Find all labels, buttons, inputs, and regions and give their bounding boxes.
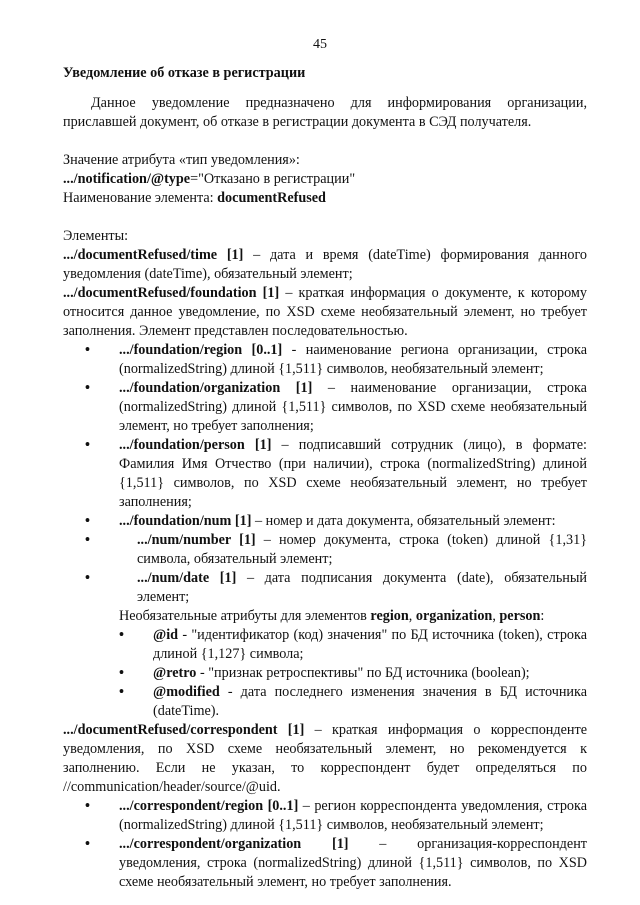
element-name-line: [63, 189, 587, 208]
item-path: .../num/date [1]: [137, 570, 237, 586]
elements-label: Элементы:: [63, 228, 129, 244]
document-body: [63, 64, 587, 892]
optional-attrs-prefix: Необязательные атрибуты для элементов: [119, 608, 371, 624]
item-text: – дата подписания документа (date), обязательный элемент;: [137, 570, 588, 605]
item-path: .../correspondent/region [0..1]: [119, 798, 299, 814]
intro-paragraph: Данное уведомление предназначено для информирования организации, приславшей документ, об отказе в регистрации документа в СЭД получателя.: [63, 95, 587, 130]
item-text: - "признак ретроспективы" по БД источника (boolean);: [196, 665, 530, 681]
item-path: .../correspondent/organization [1]: [119, 836, 349, 852]
optional-attrs-sep: ,: [408, 608, 416, 624]
list-item: [85, 436, 587, 512]
correspondent-path: .../documentRefused/correspondent [1]: [63, 722, 305, 738]
item-path: .../foundation/person [1]: [119, 437, 272, 453]
item-path: .../foundation/num [1]: [119, 513, 252, 529]
bullet: •: [85, 798, 90, 814]
foundation-list: [63, 341, 587, 531]
list-item: [85, 569, 587, 607]
optional-attrs-region: region: [370, 608, 409, 624]
bullet: •: [119, 684, 124, 700]
attribute-list: [63, 626, 587, 721]
attribute-line: [63, 170, 587, 189]
foundation-element: [63, 284, 587, 341]
item-text: - наименование региона организации, строка (normalizedString) длиной {1,511} символов, необязательный элемент;: [119, 342, 587, 377]
item-path: .../foundation/region [0..1]: [119, 342, 283, 358]
item-path: @modified: [153, 684, 220, 700]
item-text: – регион корреспондента уведомления, строка (normalizedString) длиной {1,511} символов, необязательный элемент;: [119, 798, 587, 833]
list-item: [85, 512, 587, 531]
bullet: •: [85, 437, 90, 453]
bullet: •: [85, 532, 90, 548]
page-number: 45: [313, 37, 327, 52]
attribute-label: Значение атрибута «тип уведомления»:: [63, 152, 300, 168]
bullet: •: [85, 380, 90, 396]
foundation-path: .../documentRefused/foundation [1]: [63, 285, 280, 301]
time-element: [63, 246, 587, 284]
bullet: •: [85, 513, 90, 529]
item-path: @retro: [153, 665, 197, 681]
correspondent-text: – краткая информация о корреспонденте уведомления, по XSD схеме необязательный элемент, но рекомендуется к заполнению. Если не указан, то корреспондент будет определяться по //communication/header/source/@uid.: [63, 722, 587, 795]
item-path: .../foundation/organization [1]: [119, 380, 313, 396]
optional-attrs-organization: organization: [415, 608, 493, 624]
element-name-value: documentRefused: [217, 190, 326, 206]
foundation-text: – краткая информация о документе, к которому относится данное уведомление, по XSD схеме необязательный элемент, но требует заполнения. Элемент представлен последовательностью.: [63, 285, 587, 339]
list-item: [119, 626, 587, 664]
item-text: – номер документа, строка (token) длиной {1,31}символа, обязательный элемент;: [137, 532, 588, 567]
bullet: •: [119, 665, 124, 681]
time-text: – дата и время (dateTime) формирования данного уведомления (dateTime), обязательный элемент;: [63, 247, 587, 282]
list-item: [85, 341, 587, 379]
optional-attrs-sep: ,: [492, 608, 500, 624]
item-text: - дата последнего изменения значения в БД источника (dateTime).: [153, 684, 587, 719]
section-title: Уведомление об отказе в регистрации: [63, 65, 306, 81]
bullet: •: [85, 570, 90, 586]
list-item: [85, 835, 587, 892]
optional-attributes-label: [119, 607, 587, 626]
item-text: - "идентификатор (код) значения" по БД источника (token), строка длиной {1,127} символа;: [153, 627, 587, 662]
num-list: [63, 531, 587, 607]
attribute-value: ="Отказано в регистрации": [190, 171, 356, 187]
attribute-path: .../notification/@type: [63, 171, 191, 187]
optional-attrs-suffix: :: [540, 608, 545, 624]
item-text: – организация-корреспондент уведомления, строка (normalizedString) длиной {1,511} символов, по XSD схеме необязательный элемент, но требует заполнения.: [119, 836, 587, 890]
item-text: – номер и дата документа, обязательный элемент:: [251, 513, 556, 529]
list-item: [85, 797, 587, 835]
list-item: [119, 683, 587, 721]
list-item: [85, 531, 587, 569]
bullet: •: [85, 342, 90, 358]
list-item: [85, 379, 587, 436]
list-item: [119, 664, 587, 683]
bullet: •: [85, 836, 90, 852]
element-name-label: Наименование элемента:: [63, 190, 218, 206]
item-path: .../num/number [1]: [137, 532, 256, 548]
optional-attrs-person: person: [499, 608, 541, 624]
item-path: @id: [153, 627, 179, 643]
bullet: •: [119, 627, 124, 643]
correspondent-element: [63, 721, 587, 797]
correspondent-list: [63, 797, 587, 892]
time-path: .../documentRefused/time [1]: [63, 247, 244, 263]
item-text: – наименование организации, строка (normalizedString) длиной {1,511} символов, по XSD схеме необязательный элемент, но требует заполнения;: [119, 380, 587, 434]
item-text: – подписавший сотрудник (лицо), в формате: Фамилия Имя Отчество (при наличии), строка (normalizedString) длиной {1,511} символов, по XSD схеме необязательный элемент, но требует заполнения;: [119, 437, 587, 510]
